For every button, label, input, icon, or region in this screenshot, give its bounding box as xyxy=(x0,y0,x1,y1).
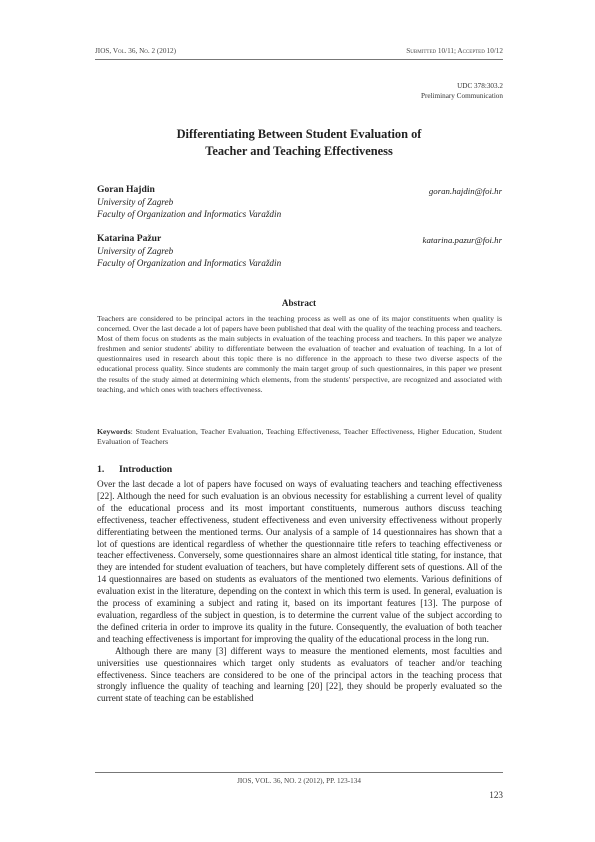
body-paragraph: Over the last decade a lot of papers have focused on ways of evaluating teachers and teaching effectiveness [22]. Although the need for such evaluation is an obvious necessity for establishing a current level of quality of the educational process and its most important constituents, numerous authors discuss teaching effectiveness, teacher effectiveness, student effectiveness and even university effectiveness without properly differentiating between the mentioned terms. Our analysis of a sample of 14 questionnaires has shown that a lot of questions are identical regardless of whether the questionnaire title refers to teaching effectiveness or teacher effectiveness. Conversely, some questionnaires share an almost identical title stating, for instance, that they are intended for student evaluation of teachers, but have completely different sets of questions. All of the 14 questionnaires are based on students as evaluators of the mentioned two elements. Various definitions of evaluation exist in the literature, depending on the context in which this term is used. In general, evaluation is the process of examining a subject and rating it, based on its important features [13]. The purpose of evaluation, regardless of the subject in question, is to determine the current value of the subject according to the defined criteria in order to improve its quality in the future. Consequently, the evaluation of both teacher and teaching effectiveness is important for improving the quality of the educational process in the long run. xyxy=(97,479,502,644)
running-header-left: JIOS, Vol. 36, No. 2 (2012) xyxy=(95,47,177,55)
section-heading xyxy=(97,464,172,475)
abstract-text: Teachers are considered to be principal actors in the teaching process as well as one of its major constituents when quality is concerned. Over the last decade a lot of papers have been published that deal with the quality of the teaching process and teachers. Most of them focus on students as the main subjects in evaluation of the teaching process and teachers. In this paper we analyze freshmen and senior students' ability to differentiate between the evaluation of teacher and evaluation of teaching. In a lot of questionnaires used in research about this topic there is no difference in the approach to these two diverse aspects of the educational process quality. Since students are commonly the main target group of such questionnaires, in this paper we present the results of the study aimed at determining which elements, from the students' perspective, are recognized and associated with teaching, and which ones with teachers effectiveness. xyxy=(97,314,502,394)
paper-title xyxy=(95,126,503,159)
keywords-label: Keywords xyxy=(97,427,131,436)
author-affiliation-university: University of Zagreb xyxy=(97,197,174,207)
header-rule xyxy=(95,59,503,60)
author-block-1 xyxy=(97,184,502,220)
classification-block xyxy=(421,82,503,101)
author-affiliation-faculty: Faculty of Organization and Informatics Varaždin xyxy=(97,209,282,219)
author-affiliation-university: University of Zagreb xyxy=(97,246,174,256)
paper-title-line2: Teacher and Teaching Effectiveness xyxy=(205,143,393,158)
body-text xyxy=(97,479,502,705)
section-title: Introduction xyxy=(119,464,173,475)
author-email[interactable]: goran.hajdin@foi.hr xyxy=(428,186,502,196)
paper-title-line1: Differentiating Between Student Evaluation of xyxy=(176,127,422,141)
author-name: Goran Hajdin xyxy=(97,184,155,195)
running-header-right: Submitted 10/11; Accepted 10/12 xyxy=(406,47,503,55)
body-paragraph: Although there are many [3] different ways to measure the mentioned elements, most faculties and universities use questionnaires which target only students as evaluators of teacher and/or teaching effectiveness. Since teachers are considered to be one of the principal actors in the teaching process that strongly influence the quality of teaching and learning [20] [22], they should be properly evaluated so the current state of teaching can be established xyxy=(97,645,502,704)
footer-citation: JIOS, VOL. 36, NO. 2 (2012), PP. 123-134 xyxy=(237,777,361,785)
page-number: 123 xyxy=(489,790,503,800)
keywords xyxy=(97,427,502,447)
author-affiliation-faculty: Faculty of Organization and Informatics Varaždin xyxy=(97,258,282,268)
udc-code: UDC 378:303.2 xyxy=(457,82,503,90)
author-block-2 xyxy=(97,233,502,269)
footer-rule xyxy=(95,772,503,773)
keywords-text: : Student Evaluation, Teacher Evaluation, Teaching Effectiveness, Teacher Effectiveness, Higher Education, Student Evaluation of Teachers xyxy=(97,427,502,447)
abstract-heading: Abstract xyxy=(281,298,317,308)
author-email[interactable]: katarina.pazur@foi.hr xyxy=(422,235,502,245)
paper-type: Preliminary Communication xyxy=(420,91,503,100)
section-number: 1. xyxy=(97,464,105,475)
author-name: Katarina Pažur xyxy=(97,233,162,244)
